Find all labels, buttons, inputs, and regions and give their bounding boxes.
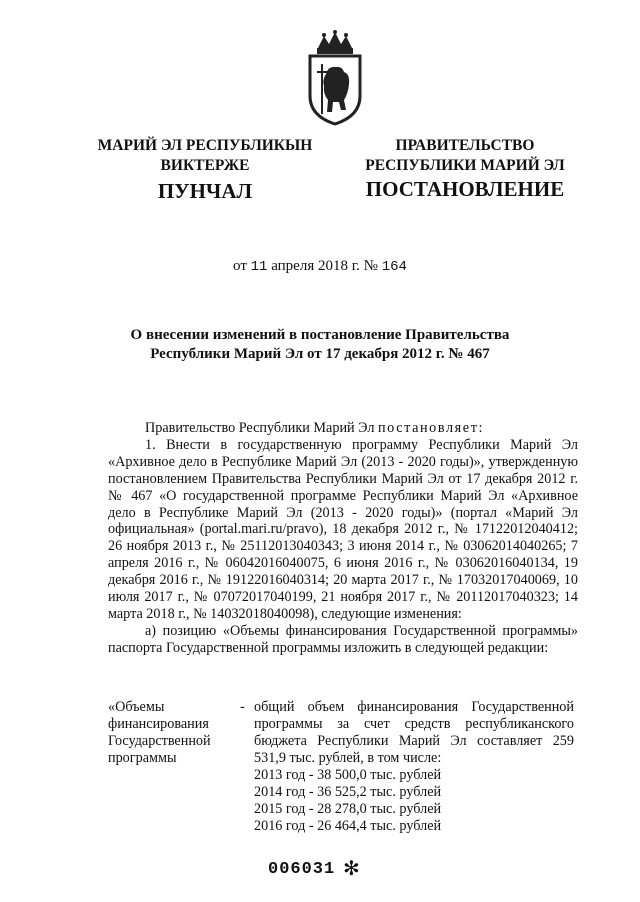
body-paragraph-2: а) позицию «Объемы финансирования Государственной программы» паспорта Государственной программы изложить в следующей редакции: [108, 622, 578, 656]
header-left [80, 136, 330, 176]
header-left-line2: ВИКТЕРЖЕ [160, 157, 250, 174]
body-intro [108, 420, 578, 437]
financing-dash: - [240, 699, 245, 715]
document-body [108, 420, 578, 657]
subject-line2: Республики Марий Эл от 17 декабря 2012 г. № 467 [150, 346, 490, 362]
document-date [0, 258, 640, 275]
document-number: 164 [381, 259, 407, 275]
header-right [340, 136, 590, 176]
financing-label: «Объемы финансирования Государственной программы [108, 699, 211, 766]
date-month-year: апреля 2018 г. № [271, 258, 378, 274]
intro-verb: постановляет: [377, 420, 485, 436]
header-right-title: ПОСТАНОВЛЕНИЕ [365, 177, 565, 201]
financing-details [254, 699, 574, 835]
header-left-line1: МАРИЙ ЭЛ РЕСПУБЛИКЫН [97, 137, 313, 154]
subject-line1: О внесении изменений в постановление Правительства [130, 327, 510, 343]
coat-of-arms-emblem [304, 30, 366, 126]
financing-year-2015: 2015 год - 28 278,0 тыс. рублей [254, 801, 442, 817]
header-right-line2: РЕСПУБЛИКИ МАРИЙ ЭЛ [365, 157, 565, 174]
financing-text: общий объем финансирования Государственной программы за счет средств республиканского бюджета Республики Марий Эл составляет 259 531,9 тыс. рублей, в том числе: [254, 699, 574, 766]
serial-number: 006031 [268, 860, 336, 879]
body-paragraph-1: 1. Внести в государственную программу Республики Марий Эл «Архивное дело в Республике Марий Эл (2013 - 2020 годы)», утвержденную постановлением Правительства Республики Марий Эл от 17 декабря 2012 г. № 467 «О государственной программе Республики Марий Эл «Архивное дело в Республике Марий Эл (2013 - 2020 годы)» (портал «Марий Эл официальная» (portal.mari.ru/pravo), 18 декабря 2012 г., № 17122012040412; 26 ноября 2013 г., № 25112013040343; 3 июня 2014 г., № 03062014040265; 7 апреля 2016 г., № 06042016040075, 6 июня 2016 г., № 03062016040134, 19 декабря 2016 г., № 19122016040314; 20 марта 2017 г., № 17032017040069, 10 июля 2017 г., № 07072017040199, 21 ноября 2017 г., № 20112017040323; 14 марта 2018 г., № 14032018040098), следующие изменения: [108, 436, 578, 622]
intro-text: Правительство Республики Марий Эл [145, 420, 375, 436]
asterisk-mark-icon: ✻ [343, 858, 360, 880]
financing-year-2016: 2016 год - 26 464,4 тыс. рублей [254, 818, 442, 834]
date-day: 11 [250, 259, 268, 275]
financing-year-2014: 2014 год - 36 525,2 тыс. рублей [254, 784, 442, 800]
date-prefix: от [233, 258, 247, 274]
header-right-line1: ПРАВИТЕЛЬСТВО [395, 137, 535, 154]
financing-year-2013: 2013 год - 38 500,0 тыс. рублей [254, 767, 442, 783]
header-left-title: ПУНЧАЛ [157, 179, 253, 203]
document-subject [100, 326, 540, 364]
